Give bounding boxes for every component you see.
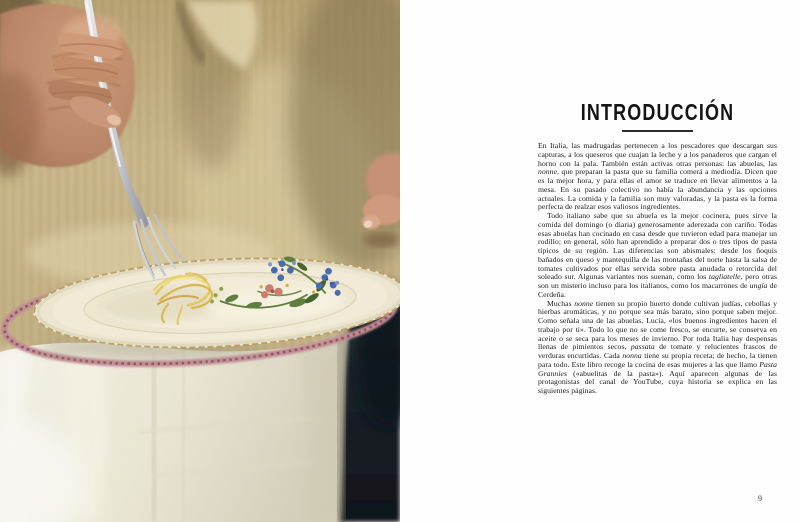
- text-column: [538, 100, 777, 396]
- paragraph-1: En Italia, las madrugadas pertenecen a los pescadores que descargan sus capturas, a los queseros que cuajan la leche y a los panaderos que cargan el horno con la pala. También están activas otras personas: las abuelas, las nonne, que preparan la pasta que su familia comerá a mediodía. Dicen que es la mejor hora, y para ellas el amor se traduce en llevar alimentos a la mesa. En su pasado colectivo no había la abundancia y las opciones actuales. La comida y la familia son muy valoradas, y la pasta es la forma perfecta de realzar esos valiosos ingredientes.: [538, 141, 777, 212]
- intro-body: [538, 142, 777, 396]
- intro-page: [400, 0, 800, 522]
- page-title: INTRODUCCIÓN: [580, 99, 735, 125]
- paragraph-3: Muchas nonne tienen su propio huerto donde cultivan judías, cebollas y hierbas aromáticas, y no porque sea más barato, sino porque saben mejor. Como señala una de las abuelas, Lucía, «los buenos ingredientes hacen el trabajo por ti». Todo lo que no se come fresco, se encurte, se conserva en aceite o se seca para los meses de invierno. Por toda Italia hay despensas llenas de pimientos secos, passata de tomate y relucientes frascos de verduras encurtidas. Cada nonna tiene su propia receta; de hecho, la tienen para todo. Este libro recoge la cocina de esas mujeres a las que llamo Pasta Grannies («abuelitas de la pasta»). Aquí aparecen algunas de las protagonistas del canal de YouTube, cuya historia se explica en las siguientes páginas.: [538, 298, 778, 395]
- paragraph-2: Todo italiano sabe que su abuela es la mejor cocinera, pues sirve la comida del domingo (o diaria) generosamente aderezada con cariño. Todas esas abuelas han cocinado en casa desde que tuvieron edad para manejar un rodillo; en general, sólo han aprendido a preparar dos o tres tipos de pasta típicos de su región. Las diferencias son abismales: desde los ñoquis bañados en queso y mantequilla de las montañas del norte hasta la salsa de tomates cultivados por ellas servida sobre pasta anudada o retorcida del soleado sur. Algunas variantes nos suenan, como los tagliatelle, pero otras son un misterio incluso para los italianos, como los macarrones de ungía de Cerdeña.: [538, 211, 778, 299]
- page-number: 9: [758, 494, 762, 503]
- title-rule: [622, 130, 693, 132]
